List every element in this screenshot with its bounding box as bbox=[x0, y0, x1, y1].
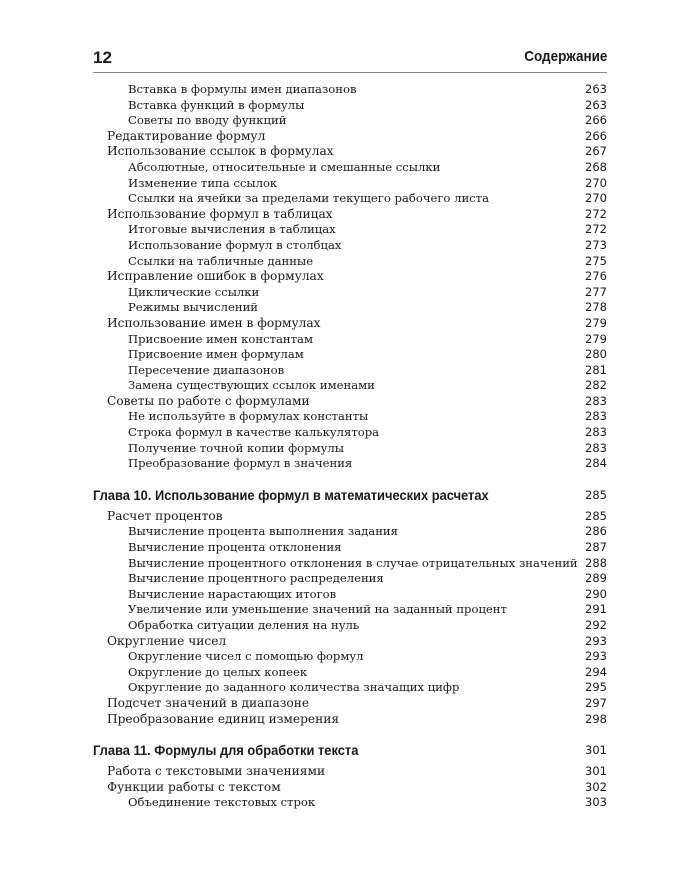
toc-entry[interactable] bbox=[93, 425, 607, 441]
toc-entry[interactable] bbox=[93, 696, 607, 712]
toc-entry-page: 279 bbox=[585, 331, 607, 346]
toc-entry[interactable] bbox=[93, 347, 607, 363]
toc-entry-page: 263 bbox=[585, 82, 607, 96]
toc-entry[interactable] bbox=[93, 222, 607, 238]
toc-entry[interactable] bbox=[93, 332, 607, 348]
toc-entry-page: 293 bbox=[585, 633, 607, 648]
toc-entry-page: 270 bbox=[585, 191, 607, 206]
toc-entry-page: 291 bbox=[585, 602, 607, 617]
toc-entry-title: Преобразование формул в значения bbox=[128, 456, 353, 471]
toc-entry-title: Расчет процентов bbox=[107, 508, 223, 523]
toc-entry-title: Вычисление процента отклонения bbox=[128, 540, 342, 555]
toc-entry-page: 285 bbox=[585, 508, 607, 523]
toc-entry[interactable] bbox=[93, 82, 607, 98]
toc-entry[interactable] bbox=[93, 363, 607, 379]
toc-entry-title: Присвоение имен формулам bbox=[128, 347, 304, 362]
toc-entry[interactable] bbox=[93, 160, 607, 176]
toc-entry-title: Глава 10. Использование формул в математических расчетах bbox=[93, 486, 489, 503]
toc-entry-page: 268 bbox=[585, 159, 607, 174]
toc-entry-title: Циклические ссылки bbox=[128, 284, 260, 299]
toc-entry[interactable] bbox=[93, 378, 607, 394]
running-title: Содержание bbox=[523, 48, 607, 65]
toc-entry[interactable] bbox=[93, 254, 607, 270]
toc-entry-title: Использование ссылок в формулах bbox=[107, 144, 334, 159]
toc-entry[interactable] bbox=[93, 409, 607, 425]
toc-entry[interactable] bbox=[93, 285, 607, 301]
toc-entry-title: Округление до заданного количества значащих цифр bbox=[128, 680, 460, 695]
toc-entry-page: 283 bbox=[585, 425, 607, 440]
toc-entry-page: 295 bbox=[585, 680, 607, 695]
toc-entry-title: Использование формул в столбцах bbox=[128, 237, 342, 252]
toc-entry-title: Редактирование формул bbox=[107, 128, 266, 143]
toc-entry-page: 282 bbox=[585, 378, 607, 393]
toc-entry-title: Обработка ситуации деления на нуль bbox=[128, 618, 360, 632]
toc-entry[interactable] bbox=[93, 540, 607, 556]
toc-entry-title: Присвоение имен константам bbox=[128, 331, 313, 346]
toc-entry-page: 272 bbox=[585, 206, 607, 221]
toc-entry-title: Вычисление процентного отклонения в случае отрицательных значений bbox=[128, 555, 578, 570]
toc-entry-page: 270 bbox=[585, 175, 607, 190]
toc-entry-page: 303 bbox=[585, 795, 607, 810]
toc-entry-page: 263 bbox=[585, 97, 607, 112]
toc-entry[interactable] bbox=[93, 129, 607, 145]
toc-entry-title: Изменение типа ссылок bbox=[128, 175, 278, 190]
toc-entry-title: Строка формул в качестве калькулятора bbox=[128, 425, 380, 440]
toc-entry-page: 297 bbox=[585, 695, 607, 710]
toc-entry-page: 278 bbox=[585, 300, 607, 315]
toc-entry[interactable] bbox=[93, 780, 607, 796]
toc-entry-title: Работа с текстовыми значениями bbox=[107, 764, 326, 779]
toc-entry[interactable] bbox=[93, 764, 607, 780]
toc-entry-title: Вставка функций в формулы bbox=[128, 97, 305, 112]
toc-entry-title: Пересечение диапазонов bbox=[128, 362, 285, 377]
toc-entry[interactable] bbox=[93, 441, 607, 457]
toc-entry[interactable] bbox=[93, 316, 607, 332]
toc-entry-title: Советы по вводу функций bbox=[128, 113, 287, 128]
toc-entry-page: 283 bbox=[585, 409, 607, 424]
page-header bbox=[93, 48, 607, 73]
toc-entry-page: 290 bbox=[585, 586, 607, 601]
toc-entry[interactable] bbox=[93, 649, 607, 665]
toc-entry-title: Абсолютные, относительные и смешанные ссылки bbox=[128, 159, 441, 174]
toc-entry[interactable] bbox=[93, 665, 607, 681]
toc-entry-page: 283 bbox=[585, 393, 607, 408]
toc-entry-title: Увеличение или уменьшение значений на заданный процент bbox=[128, 602, 507, 617]
toc-entry[interactable] bbox=[93, 587, 607, 603]
toc-entry-page: 276 bbox=[585, 269, 607, 284]
toc-entry[interactable] bbox=[93, 680, 607, 696]
toc-entry-page: 288 bbox=[585, 555, 607, 570]
toc-entry-title: Использование формул в таблицах bbox=[107, 206, 333, 221]
toc-entry-page: 273 bbox=[585, 237, 607, 252]
toc-entry[interactable] bbox=[93, 300, 607, 316]
toc-entry[interactable] bbox=[93, 556, 607, 572]
toc-entry[interactable] bbox=[93, 571, 607, 587]
toc-entry-page: 292 bbox=[585, 618, 607, 632]
toc-entry-page: 286 bbox=[585, 524, 607, 539]
toc-entry-title: Использование имен в формулах bbox=[107, 315, 321, 330]
toc-entry[interactable] bbox=[93, 269, 607, 285]
toc-entry[interactable] bbox=[93, 634, 607, 650]
toc-entry[interactable] bbox=[93, 238, 607, 254]
toc-entry-page: 287 bbox=[585, 540, 607, 555]
toc-entry-page: 294 bbox=[585, 664, 607, 679]
table-of-contents bbox=[93, 82, 607, 811]
toc-entry[interactable] bbox=[93, 207, 607, 223]
toc-entry-title: Преобразование единиц измерения bbox=[107, 711, 340, 726]
toc-entry-title: Исправление ошибок в формулах bbox=[107, 269, 324, 284]
toc-entry-page: 301 bbox=[585, 743, 607, 758]
toc-entry-page: 285 bbox=[585, 487, 607, 502]
toc-entry-page: 289 bbox=[585, 571, 607, 586]
toc-entry[interactable] bbox=[93, 509, 607, 525]
toc-entry-page: 284 bbox=[585, 456, 607, 471]
toc-entry-page: 266 bbox=[585, 128, 607, 143]
toc-entry-page: 275 bbox=[585, 253, 607, 268]
toc-entry[interactable] bbox=[93, 602, 607, 618]
toc-entry[interactable] bbox=[93, 176, 607, 192]
toc-entry-title: Советы по работе с формулами bbox=[107, 393, 310, 408]
toc-entry[interactable] bbox=[93, 98, 607, 114]
toc-entry-title: Ссылки на ячейки за пределами текущего рабочего листа bbox=[128, 191, 489, 206]
toc-entry-page: 280 bbox=[585, 347, 607, 362]
toc-entry-title: Глава 11. Формулы для обработки текста bbox=[93, 742, 359, 759]
toc-entry-page: 277 bbox=[585, 284, 607, 299]
toc-entry-title: Функции работы с текстом bbox=[107, 779, 281, 794]
toc-entry-page: 267 bbox=[585, 144, 607, 159]
toc-entry-title: Подсчет значений в диапазоне bbox=[107, 695, 310, 710]
toc-entry[interactable] bbox=[93, 456, 607, 472]
toc-entry[interactable] bbox=[93, 712, 607, 728]
toc-entry-page: 281 bbox=[585, 362, 607, 377]
toc-entry[interactable] bbox=[93, 113, 607, 129]
toc-entry-title: Вычисление процентного распределения bbox=[128, 571, 384, 586]
toc-chapter-entry[interactable] bbox=[93, 741, 607, 760]
toc-entry-page: 283 bbox=[585, 440, 607, 455]
toc-chapter-entry[interactable] bbox=[93, 486, 607, 505]
toc-entry-title: Не используйте в формулах константы bbox=[128, 409, 369, 424]
toc-entry-title: Округление чисел bbox=[107, 633, 227, 648]
toc-entry-title: Объединение текстовых строк bbox=[128, 795, 316, 810]
toc-entry[interactable] bbox=[93, 144, 607, 160]
toc-entry[interactable] bbox=[93, 394, 607, 410]
toc-entry-page: 302 bbox=[585, 779, 607, 794]
toc-entry-page: 266 bbox=[585, 113, 607, 128]
toc-entry-page: 279 bbox=[585, 315, 607, 330]
toc-entry-title: Ссылки на табличные данные bbox=[128, 253, 314, 268]
toc-entry-page: 293 bbox=[585, 649, 607, 664]
toc-entry-title: Режимы вычислений bbox=[128, 300, 259, 315]
toc-entry-title: Округление чисел с помощью формул bbox=[128, 649, 364, 664]
toc-entry-page: 301 bbox=[585, 764, 607, 779]
page-number: 12 bbox=[93, 48, 112, 67]
toc-entry-title: Итоговые вычисления в таблицах bbox=[128, 222, 336, 237]
toc-entry-title: Вычисление нарастающих итогов bbox=[128, 586, 337, 601]
toc-entry-title: Вставка в формулы имен диапазонов bbox=[128, 82, 357, 96]
toc-entry[interactable] bbox=[93, 618, 607, 634]
toc-entry-title: Получение точной копии формулы bbox=[128, 440, 344, 455]
toc-entry[interactable] bbox=[93, 191, 607, 207]
toc-entry-title: Замена существующих ссылок именами bbox=[128, 378, 375, 393]
toc-entry[interactable] bbox=[93, 795, 607, 811]
toc-entry[interactable] bbox=[93, 524, 607, 540]
toc-entry-page: 272 bbox=[585, 222, 607, 237]
toc-entry-page: 298 bbox=[585, 711, 607, 726]
toc-entry-title: Вычисление процента выполнения задания bbox=[128, 524, 398, 539]
toc-entry-title: Округление до целых копеек bbox=[128, 664, 308, 679]
